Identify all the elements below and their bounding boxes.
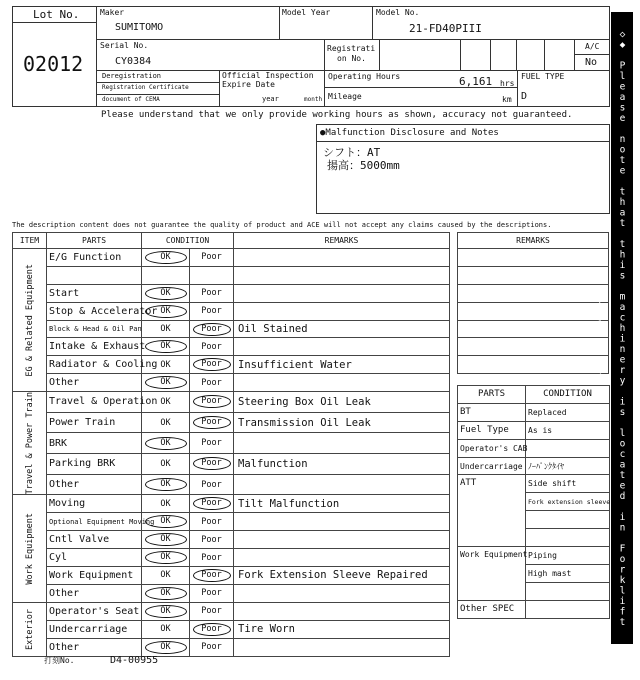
ok-option: OK bbox=[145, 533, 187, 546]
remark bbox=[234, 249, 450, 267]
poor-option: Poor bbox=[201, 306, 222, 317]
registration-label-1: Registrati bbox=[327, 44, 376, 53]
ok-option: OK bbox=[145, 641, 187, 654]
banner-text: ◇◆ Please note that this machinery is located in Forklift Parking ◆◇ bbox=[595, 28, 628, 628]
location-banner bbox=[595, 12, 633, 644]
ok-cell bbox=[142, 602, 190, 620]
ok-option: OK bbox=[145, 587, 187, 600]
poor-option: Poor bbox=[193, 457, 231, 470]
remark: Insufficient Water bbox=[234, 356, 450, 374]
ok-cell bbox=[142, 513, 190, 531]
part-name: Parking BRK bbox=[47, 454, 142, 475]
part-name: Start bbox=[47, 284, 142, 302]
poor-cell bbox=[190, 454, 234, 475]
lot-number: 02012 bbox=[23, 52, 84, 76]
part-name: Travel & Operation bbox=[47, 392, 142, 413]
condition-row bbox=[13, 531, 450, 549]
group-label-cell bbox=[13, 249, 47, 392]
poor-option: Poor bbox=[201, 516, 222, 527]
condition-row bbox=[13, 338, 450, 356]
ok-cell bbox=[142, 249, 190, 267]
poor-option: Poor bbox=[201, 438, 222, 449]
part-name: Other bbox=[47, 474, 142, 495]
condition-row bbox=[13, 513, 450, 531]
poor-option: Poor bbox=[201, 377, 222, 388]
poor-cell bbox=[190, 412, 234, 433]
poor-option: Poor bbox=[201, 534, 222, 545]
side-remarks-row bbox=[458, 302, 609, 320]
remark bbox=[234, 549, 450, 567]
ok-cell bbox=[142, 412, 190, 433]
remark: Tire Worn bbox=[234, 620, 450, 638]
side-remarks-header: REMARKS bbox=[458, 233, 609, 249]
remark bbox=[234, 433, 450, 454]
part-name: BRK bbox=[47, 433, 142, 454]
remark: Oil Stained bbox=[234, 320, 450, 338]
ok-option: OK bbox=[145, 287, 187, 300]
malfunction-line-1: シフト：AT bbox=[323, 146, 381, 159]
poor-option: Poor bbox=[201, 606, 222, 617]
poor-cell bbox=[190, 284, 234, 302]
group-label: EG & Related Equipment bbox=[24, 263, 35, 377]
malfunction-line-2: 揚高：5000mm bbox=[327, 159, 400, 172]
ok-option: OK bbox=[145, 551, 187, 564]
stamp-label: 打刻No. bbox=[44, 656, 75, 665]
side-remarks-row bbox=[458, 284, 609, 302]
ok-cell bbox=[142, 374, 190, 392]
ok-option: OK bbox=[145, 605, 187, 618]
part-name: Radiator & Cooling bbox=[47, 356, 142, 374]
ok-option: OK bbox=[160, 396, 171, 407]
poor-option: Poor bbox=[193, 497, 231, 510]
ok-option: OK bbox=[160, 624, 171, 635]
condition-row bbox=[13, 620, 450, 638]
stamp-value: D4-00955 bbox=[110, 655, 159, 666]
deregistration-label: Deregistration bbox=[102, 72, 162, 80]
remark bbox=[234, 338, 450, 356]
header-grid bbox=[96, 6, 610, 107]
operating-hours-label: Operating Hours bbox=[328, 72, 401, 81]
side-part: Fuel Type bbox=[458, 421, 526, 439]
malfunction-title: ●Malfunction Disclosure and Notes bbox=[320, 128, 499, 138]
att-row: Fork extension sleeve bbox=[526, 493, 610, 511]
part-name: E/G Function bbox=[47, 249, 142, 267]
hrs-unit: hrs bbox=[500, 79, 515, 88]
lot-box bbox=[12, 6, 97, 107]
condition-row bbox=[13, 320, 450, 338]
cema-label: document of CEMA bbox=[102, 96, 160, 103]
ok-option: OK bbox=[160, 359, 171, 370]
condition-row bbox=[13, 392, 450, 413]
remark: Fork Extension Sleeve Repaired bbox=[234, 567, 450, 585]
remark bbox=[234, 474, 450, 495]
remark bbox=[234, 266, 450, 284]
side-part: Undercarriage bbox=[458, 457, 526, 475]
condition-row bbox=[13, 284, 450, 302]
remark bbox=[234, 284, 450, 302]
part-name: Block & Head & Oil Pan bbox=[47, 320, 142, 338]
group-label: Work Equipment bbox=[24, 512, 35, 585]
serial-value: CY0384 bbox=[115, 56, 152, 67]
group-label-cell bbox=[13, 602, 47, 656]
poor-cell bbox=[190, 249, 234, 267]
serial-label: Serial No. bbox=[100, 41, 149, 50]
poor-cell bbox=[190, 474, 234, 495]
parts-header: PARTS bbox=[47, 233, 142, 249]
ok-cell bbox=[142, 320, 190, 338]
ok-cell bbox=[142, 392, 190, 413]
poor-cell bbox=[190, 320, 234, 338]
registration-label-2: on No. bbox=[337, 54, 366, 63]
side-cond: ﾉｰﾊﾟﾝｸﾀｲﾔ bbox=[526, 457, 610, 475]
model-year-label: Model Year bbox=[282, 8, 331, 17]
remark bbox=[234, 302, 450, 320]
ok-option: OK bbox=[160, 458, 171, 469]
ok-option: OK bbox=[145, 376, 187, 389]
poor-cell bbox=[190, 531, 234, 549]
side-remarks-table bbox=[457, 232, 609, 374]
work-row: High mast bbox=[526, 564, 610, 582]
ac-value: No bbox=[585, 57, 598, 68]
disclaimer: The description content does not guarantee the quality of product and ACE will not accept any claims caused by the descriptions. bbox=[12, 221, 552, 229]
ok-cell bbox=[142, 567, 190, 585]
ok-cell bbox=[142, 638, 190, 656]
year-label: year bbox=[262, 95, 279, 103]
poor-cell bbox=[190, 567, 234, 585]
ok-option: OK bbox=[160, 570, 171, 581]
ok-option: OK bbox=[145, 251, 187, 264]
side-cond: Replaced bbox=[526, 403, 610, 421]
side-part: Operator's CAB bbox=[458, 439, 526, 457]
side-remarks-row bbox=[458, 320, 609, 338]
poor-cell bbox=[190, 302, 234, 320]
condition-row bbox=[13, 549, 450, 567]
part-name bbox=[47, 266, 142, 284]
item-header: ITEM bbox=[13, 233, 47, 249]
condition-row bbox=[13, 584, 450, 602]
other-spec-value bbox=[526, 600, 610, 618]
part-name: Operator's Seat bbox=[47, 602, 142, 620]
part-name: Stop & Accelerator bbox=[47, 302, 142, 320]
ok-option: OK bbox=[160, 324, 171, 334]
condition-row bbox=[13, 567, 450, 585]
condition-header: CONDITION bbox=[142, 233, 234, 249]
remark: Transmission Oil Leak bbox=[234, 412, 450, 433]
ok-option: OK bbox=[145, 340, 187, 353]
poor-option: Poor bbox=[201, 588, 222, 599]
part-name: Other bbox=[47, 374, 142, 392]
remark: Malfunction bbox=[234, 454, 450, 475]
att-row bbox=[526, 529, 610, 547]
side-remarks-row bbox=[458, 338, 609, 356]
part-name: Work Equipment bbox=[47, 567, 142, 585]
poor-option: Poor bbox=[201, 479, 222, 490]
ok-cell bbox=[142, 338, 190, 356]
ok-cell bbox=[142, 549, 190, 567]
condition-row bbox=[13, 374, 450, 392]
att-row: Side shift bbox=[526, 475, 610, 493]
poor-option: Poor bbox=[193, 358, 231, 371]
remark bbox=[234, 513, 450, 531]
poor-option: Poor bbox=[193, 623, 231, 636]
ok-cell bbox=[142, 495, 190, 513]
poor-option: Poor bbox=[201, 252, 222, 263]
remark: Steering Box Oil Leak bbox=[234, 392, 450, 413]
condition-row bbox=[13, 474, 450, 495]
poor-cell bbox=[190, 433, 234, 454]
poor-option: Poor bbox=[193, 569, 231, 582]
remark bbox=[234, 638, 450, 656]
part-name: Undercarriage bbox=[47, 620, 142, 638]
part-name: Other bbox=[47, 584, 142, 602]
work-row bbox=[526, 582, 610, 600]
maker-value: SUMITOMO bbox=[115, 22, 164, 33]
ok-option: OK bbox=[145, 437, 187, 450]
poor-option: Poor bbox=[201, 288, 222, 299]
inspection-label-1: Official Inspection bbox=[222, 71, 314, 80]
group-label-cell bbox=[13, 392, 47, 495]
ok-cell bbox=[142, 620, 190, 638]
model-no-value: 21-FD40PIII bbox=[409, 22, 482, 35]
poor-cell bbox=[190, 392, 234, 413]
side-part: BT bbox=[458, 403, 526, 421]
part-name: Intake & Exhaust bbox=[47, 338, 142, 356]
fuel-type-label: FUEL TYPE bbox=[521, 72, 565, 81]
ok-cell bbox=[142, 302, 190, 320]
working-hours-notice: Please understand that we only provide working hours as shown, accuracy not guaranteed. bbox=[101, 110, 573, 120]
remark bbox=[234, 531, 450, 549]
lot-label-cell bbox=[13, 7, 96, 23]
poor-cell bbox=[190, 602, 234, 620]
side-remarks-row bbox=[458, 356, 609, 374]
remark bbox=[234, 374, 450, 392]
poor-cell bbox=[190, 374, 234, 392]
condition-row bbox=[13, 638, 450, 656]
poor-cell bbox=[190, 620, 234, 638]
condition-row bbox=[13, 249, 450, 267]
condition-row bbox=[13, 602, 450, 620]
poor-cell bbox=[190, 584, 234, 602]
remarks-header: REMARKS bbox=[234, 233, 450, 249]
side-parts-table bbox=[457, 385, 610, 619]
condition-row bbox=[13, 356, 450, 374]
poor-option: Poor bbox=[193, 323, 231, 336]
side-remarks-row bbox=[458, 266, 609, 284]
month-label: month bbox=[304, 96, 323, 103]
poor-cell bbox=[190, 513, 234, 531]
part-name: Power Train bbox=[47, 412, 142, 433]
poor-option: Poor bbox=[193, 416, 231, 429]
condition-row bbox=[13, 495, 450, 513]
inspection-label-2: Expire Date bbox=[222, 80, 275, 89]
remark bbox=[234, 584, 450, 602]
ac-label: A/C bbox=[585, 42, 600, 51]
poor-cell bbox=[190, 495, 234, 513]
side-cond bbox=[526, 439, 610, 457]
work-row: Piping bbox=[526, 547, 610, 565]
model-no-label: Model No. bbox=[376, 8, 420, 17]
poor-option: Poor bbox=[201, 341, 222, 352]
poor-option: Poor bbox=[201, 642, 222, 653]
part-name: Cntl Valve bbox=[47, 531, 142, 549]
malfunction-box bbox=[316, 124, 610, 214]
km-unit: km bbox=[502, 95, 512, 104]
ok-option: OK bbox=[145, 478, 187, 491]
poor-cell bbox=[190, 356, 234, 374]
condition-row bbox=[13, 412, 450, 433]
att-row bbox=[526, 511, 610, 529]
fuel-type-value: D bbox=[521, 91, 528, 102]
ok-cell bbox=[142, 284, 190, 302]
work-label: Work Equipment bbox=[458, 547, 526, 601]
operating-hours-value: 6,161 bbox=[459, 75, 493, 88]
poor-cell bbox=[190, 638, 234, 656]
lot-label: Lot No. bbox=[33, 8, 80, 21]
other-spec-label: Other SPEC bbox=[458, 600, 526, 618]
ok-cell bbox=[142, 454, 190, 475]
side-condition-header: CONDITION bbox=[526, 386, 610, 404]
group-label-cell bbox=[13, 495, 47, 602]
poor-cell bbox=[190, 338, 234, 356]
ok-option: OK bbox=[160, 498, 171, 509]
condition-row bbox=[13, 266, 450, 284]
ok-option: OK bbox=[145, 515, 187, 528]
part-name: Optional Equipment Moving bbox=[47, 513, 142, 531]
mileage-label: Mileage bbox=[328, 92, 362, 101]
condition-row bbox=[13, 454, 450, 475]
part-name: Moving bbox=[47, 495, 142, 513]
poor-cell bbox=[190, 266, 234, 284]
remark: Tilt Malfunction bbox=[234, 495, 450, 513]
part-name: Cyl bbox=[47, 549, 142, 567]
reg-cert-label: Registration Certificate bbox=[102, 84, 189, 91]
ok-cell bbox=[142, 584, 190, 602]
side-remarks-row bbox=[458, 249, 609, 267]
remark bbox=[234, 602, 450, 620]
part-name: Other bbox=[47, 638, 142, 656]
poor-option: Poor bbox=[201, 552, 222, 563]
ok-cell bbox=[142, 356, 190, 374]
ok-option: OK bbox=[145, 305, 187, 318]
condition-row bbox=[13, 433, 450, 454]
ok-cell bbox=[142, 266, 190, 284]
maker-label: Maker bbox=[100, 8, 125, 17]
condition-table bbox=[12, 232, 450, 657]
ok-option: OK bbox=[160, 417, 171, 428]
group-label: Travel & Power Train bbox=[24, 392, 35, 495]
poor-option: Poor bbox=[193, 395, 231, 408]
group-label: Exterior bbox=[24, 608, 35, 650]
att-label: ATT bbox=[458, 475, 526, 547]
ok-cell bbox=[142, 433, 190, 454]
ok-cell bbox=[142, 531, 190, 549]
condition-row bbox=[13, 302, 450, 320]
ok-cell bbox=[142, 474, 190, 495]
side-parts-header: PARTS bbox=[458, 386, 526, 404]
poor-cell bbox=[190, 549, 234, 567]
side-cond: As is bbox=[526, 421, 610, 439]
